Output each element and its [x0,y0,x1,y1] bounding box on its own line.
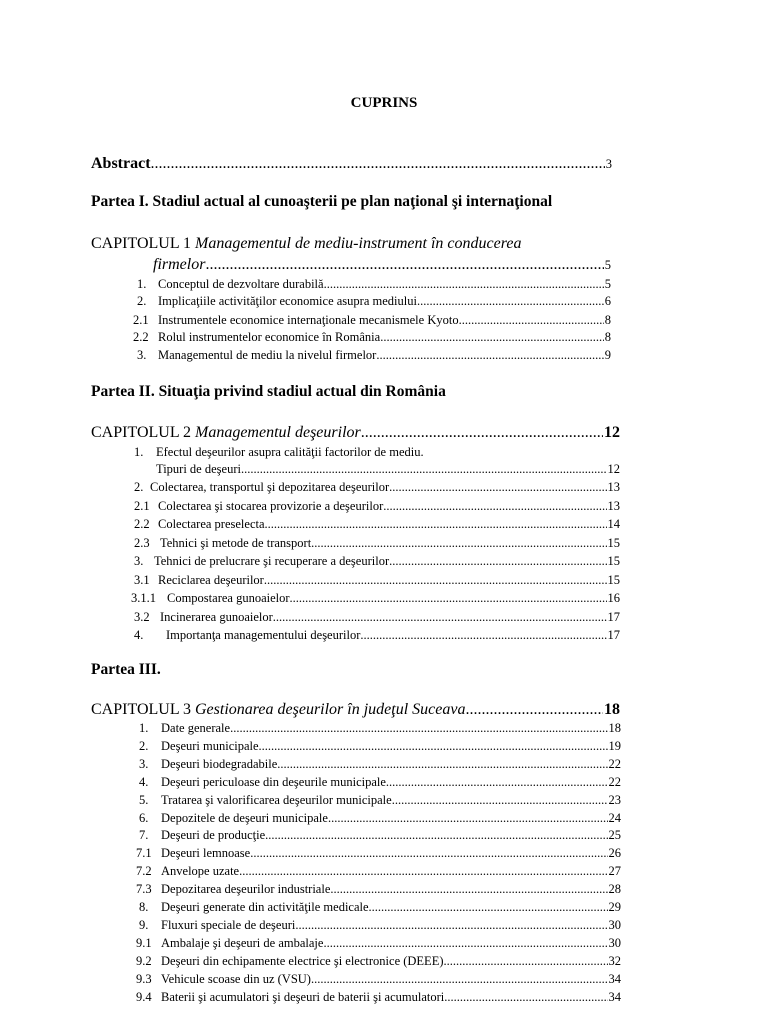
toc-item-number: 3.1.1 [131,591,156,605]
toc-item-number: 2.2 [133,330,149,344]
toc-item-number: 1. [134,445,144,459]
leader-dots [369,900,608,915]
toc-item-page: 26 [608,846,621,861]
toc-item-page: 6 [604,294,611,308]
toc-abstract [91,155,612,173]
toc-item-text: Colectarea preselecta [158,517,265,531]
leader-dots [361,424,603,442]
leader-dots [241,462,607,477]
leader-dots [328,811,608,826]
toc-item-page: 5 [604,277,611,291]
toc-item-text: Efectul deşeurilor asupra calităţii factorilor de mediu. [156,445,424,459]
toc-item-page: 15 [607,554,620,568]
leader-dots [290,591,607,606]
toc-item [134,573,620,588]
toc-item-number: 7. [139,828,149,843]
toc-item-text: Deşeuri municipale [161,738,259,753]
leader-dots [323,936,607,951]
leader-dots [295,918,607,933]
toc-item-page: 12 [607,462,620,476]
toc-item-number: 1. [139,721,149,735]
toc-item-page: 30 [608,917,621,932]
toc-item [139,739,621,754]
toc-item-number: 3.1 [134,572,150,587]
toc-item-number: 1. [137,277,147,291]
toc-item [136,954,621,969]
toc-item-text: Anvelope uzate [161,864,240,879]
leader-dots [250,846,607,861]
toc-item-number: 8. [139,900,149,914]
toc-item-page: 22 [608,774,621,789]
toc-item-text: Vehicule scoase din uz (VSU) [161,971,311,986]
toc-item-number: 5. [139,792,149,807]
page-title: CUPRINS [350,95,418,111]
toc-item-text: Deşeuri lemnoase [161,846,251,861]
leader-dots [459,313,604,328]
toc-item-number: 2. [137,294,147,308]
toc-item [139,757,621,772]
leader-dots [383,499,606,514]
toc-item-page: 32 [608,953,621,968]
toc-item-text: Deşeuri generate din activităţile medicale [161,900,369,914]
toc-item [133,313,611,328]
leader-dots [265,517,607,532]
chapter-label: CAPITOLUL 2 [91,424,191,441]
toc-item-page: 8 [604,330,611,344]
toc-item-page: 15 [607,572,620,587]
toc-item-text: Rolul instrumentelor economice în România [158,330,381,344]
leader-dots [389,554,606,569]
leader-dots [386,775,608,790]
chapter-heading [91,424,620,442]
toc-item-page: 9 [604,348,611,362]
toc-item [139,811,621,826]
toc-item-page: 29 [608,900,621,914]
toc-item-text: Conceptul de dezvoltare durabilă [158,277,324,291]
leader-dots [360,628,606,643]
leader-dots [444,954,608,969]
toc-item-text: Deşeuri din echipamente electrice şi electronice (DEEE) [161,953,444,968]
toc-item-page: 22 [608,756,621,771]
toc-item-text: Implicaţiile activităţilor economice asupra mediului [158,294,417,308]
toc-item [139,828,621,843]
toc-item [136,990,621,1005]
chapter-title: Managementul de mediu-instrument în conducerea [195,235,522,252]
toc-item [136,936,621,951]
toc-item-number: 3. [134,554,144,568]
toc-item-number: 9. [139,917,149,932]
toc-item-page: 25 [608,828,621,843]
toc-item-page: 17 [607,628,620,642]
toc-item-number: 6. [139,810,149,825]
toc-item-number: 4. [134,628,144,642]
leader-dots [465,701,603,719]
leader-dots [265,828,607,843]
toc-item [139,918,621,933]
abstract-label: Abstract [91,155,151,172]
leader-dots [277,757,607,772]
part-heading: Partea I. Stadiul actual al cunoaşterii pe plan naţional şi internaţional [91,193,553,210]
leader-dots [311,972,608,987]
toc-item-text: Depozitele de deşeuri municipale [161,810,328,825]
chapter-page: 18 [604,701,620,718]
toc-item [131,591,620,606]
toc-item [134,554,620,569]
part-heading: Partea III. [91,661,161,678]
toc-item [134,628,620,643]
toc-item-page: 17 [607,609,620,624]
toc-item-number: 2. [134,480,144,494]
toc-item-text: Tratarea şi valorificarea deşeurilor municipale [161,792,392,807]
toc-item-page: 15 [607,535,620,550]
toc-item-page: 23 [608,792,621,807]
toc-item [139,900,621,915]
leader-dots [264,573,607,588]
chapter-heading-cont [153,256,611,274]
toc-item [136,846,621,861]
toc-item-page: 27 [608,864,621,879]
chapter-heading [91,701,620,719]
toc-item-text: Tehnici şi metode de transport [160,535,312,550]
toc-item-text: Fluxuri speciale de deşeuri [161,917,296,932]
leader-dots [151,155,605,173]
toc-item-number: 2.2 [134,517,150,531]
leader-dots [324,277,604,292]
toc-item [134,536,620,551]
toc-item-page: 30 [608,935,621,950]
toc-item-page: 28 [608,882,621,897]
toc-item [136,972,621,987]
toc-item-text: Deşeuri periculoase din deşeurile municipale [161,774,386,789]
toc-item [134,499,620,514]
toc-item [139,793,621,808]
toc-item-text: Incinerarea gunoaielor [160,609,273,624]
leader-dots [230,721,607,736]
toc-item-number: 9.1 [136,935,152,950]
toc-item-number: 7.1 [136,846,152,861]
toc-item-number: 7.3 [136,882,152,897]
toc-item-text: Tehnici de prelucrare şi recuperare a deşeurilor [154,554,390,568]
chapter-title: Managementul deşeurilor [195,424,361,441]
toc-item [134,480,620,495]
toc-item-number: 9.4 [136,989,152,1004]
leader-dots [444,990,607,1005]
leader-dots [239,864,607,879]
leader-dots [392,793,608,808]
toc-item-page: 34 [608,989,621,1004]
toc-item-text: Colectarea, transportul şi depozitarea deşeurilor [150,480,390,494]
chapter-label: CAPITOLUL 1 [91,235,191,252]
leader-dots [259,739,608,754]
toc-item-text: Ambalaje şi deşeuri de ambalaje [161,935,324,950]
toc-item-page: 24 [608,810,621,825]
toc-item [134,610,620,625]
leader-dots [417,294,604,309]
leader-dots [376,348,603,363]
toc-item [137,348,611,363]
toc-item-page: 18 [608,721,621,735]
toc-item-number: 2.1 [134,498,150,513]
toc-item-text: Deşeuri de producţie [161,828,266,843]
leader-dots [389,480,606,495]
toc-item-text: Tipuri de deşeuri [156,462,241,476]
leader-dots [330,882,607,897]
toc-item-number: 3. [137,348,147,362]
toc-item [137,277,611,292]
toc-item-text: Instrumentele economice internaţionale mecanismele Kyoto [158,313,459,327]
toc-item-text: Reciclarea deşeurilor [158,572,264,587]
toc-item-page: 34 [608,971,621,986]
toc-item-number: 2.3 [134,535,150,550]
leader-dots [273,610,607,625]
toc-item [156,462,620,477]
toc-item-text: Date generale [161,721,231,735]
toc-item [139,775,621,790]
toc-item-number: 9.3 [136,971,152,986]
toc-item-number: 3. [139,756,149,771]
toc-item-number: 4. [139,774,149,789]
toc-item-number: 2. [139,738,149,753]
toc-item [134,517,620,532]
toc-item-text: Depozitarea deşeurilor industriale [161,882,331,897]
toc-item-text: Compostarea gunoaielor [167,591,290,605]
toc-item-page: 16 [607,591,620,605]
leader-dots [380,330,604,345]
toc-item-page: 13 [607,498,620,513]
part-heading: Partea II. Situaţia privind stadiul actual din România [91,383,446,400]
toc-item-text: Importanţa managementului deşeurilor [166,628,361,642]
toc-item-number: 3.2 [134,609,150,624]
toc-item-page: 19 [608,738,621,753]
toc-item [137,294,611,309]
toc-item-page: 13 [607,480,620,494]
toc-item [139,721,621,736]
toc-item-page: 8 [604,313,611,327]
toc-item-text: Baterii şi acumulatori şi deşeuri de baterii şi acumulatori [161,989,445,1004]
toc-item-number: 2.1 [133,313,149,327]
toc-item-text: Deşeuri biodegradabile [161,756,278,771]
toc-item-text: Colectarea şi stocarea provizorie a deşeurilor [158,498,384,513]
chapter-title: Gestionarea deşeurilor în judeţul Suceava [195,701,466,718]
chapter-page: 5 [604,258,611,272]
toc-item-page: 14 [607,517,620,531]
toc-item [136,864,621,879]
chapter-heading [91,235,611,253]
toc-item [133,330,611,345]
leader-dots [311,536,606,551]
toc-item-number: 7.2 [136,864,152,879]
toc-item [136,882,621,897]
chapter-label: CAPITOLUL 3 [91,701,191,718]
chapter-title-cont: firmelor [153,256,206,273]
abstract-page: 3 [605,157,612,171]
toc-item-text: Managementul de mediu la nivelul firmelor [158,348,377,362]
chapter-page: 12 [604,424,620,441]
toc-item-number: 9.2 [136,953,152,968]
leader-dots [205,256,603,274]
